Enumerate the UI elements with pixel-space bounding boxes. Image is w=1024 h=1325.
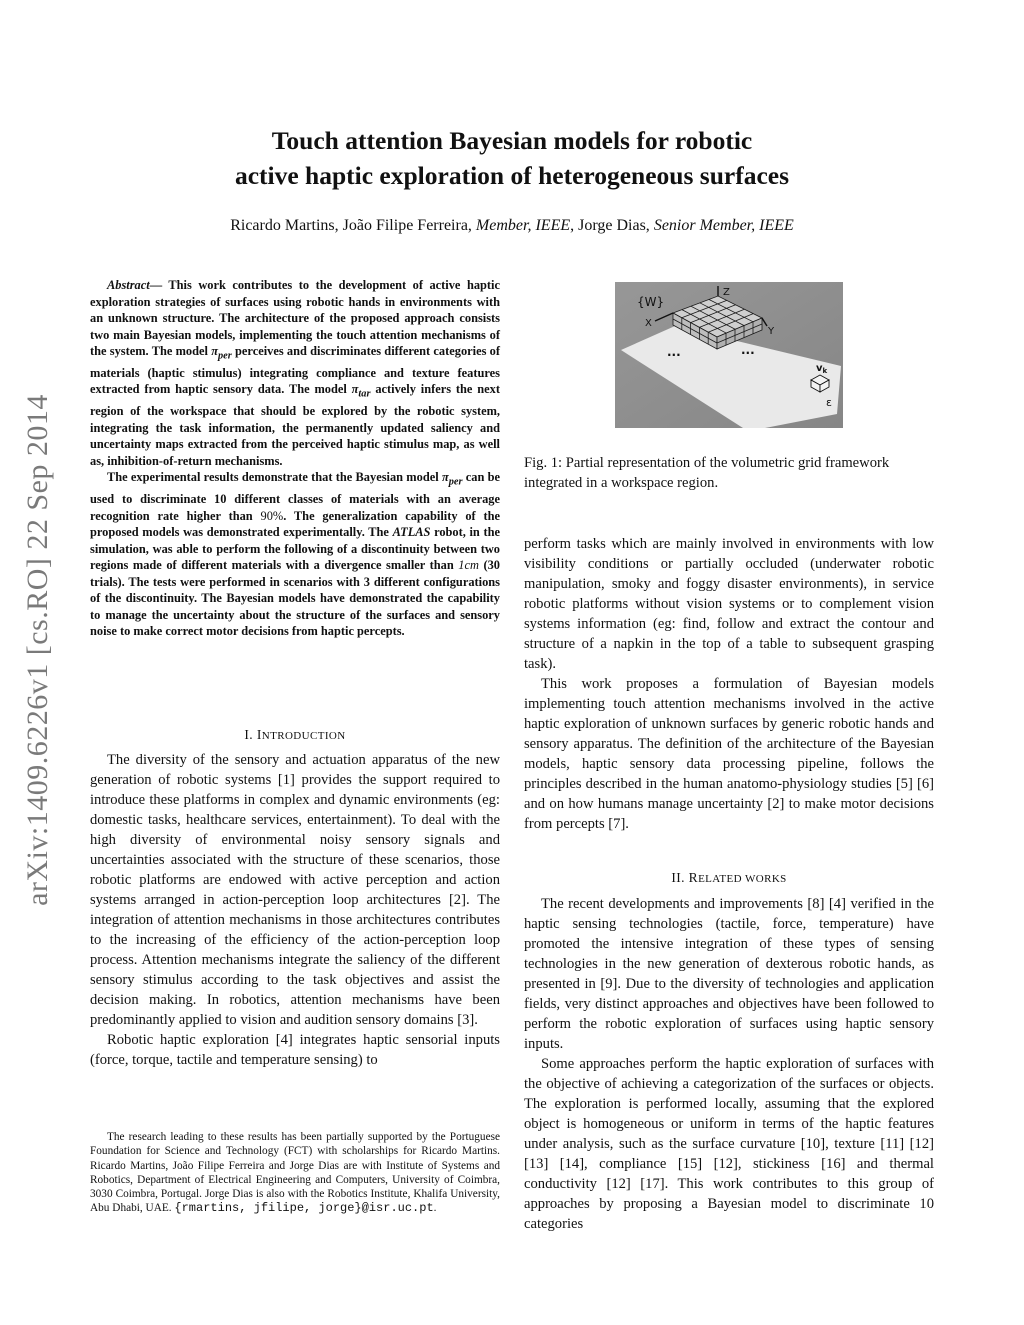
math-cm: 1cm bbox=[458, 558, 479, 573]
figure-1-caption: Fig. 1: Partial representation of the volumetric grid framework integrated in a workspace region. bbox=[524, 455, 890, 491]
vk-v: v bbox=[816, 363, 823, 374]
abstract bbox=[90, 277, 500, 640]
right-paragraph-2: This work proposes a formulation of Bayesian models implementing touch attention mechanisms involved in the active haptic exploration of unknown surfaces by generic robotic hands and sensory apparatus. The definition of the architecture of the Bayesian models, haptic sensory data processing pipeline, follows the principles described in the human anatomo-physiology studies [5] [6] and on how humans manage uncertainty [2] to make motor decisions from percepts [7]. bbox=[524, 676, 934, 832]
intro-paragraph-1: The diversity of the sensory and actuation apparatus of the new generation of robotic systems [1] provides the support required to introduce these platforms in complex and dynamic environments (eg: domestic tasks, healthcare services, entertainment). To deal with the high diversity of environmental noisy sensory signals and uncertainties associated with the structure of these scenarios, those robotic platforms are endowed with active perception and action systems arranged in action-perception loop architectures [2]. The integration of attention mechanisms in those architectures contributes to the increasing of the efficiency of the action-perception loop process. Attention mechanisms integrate the saliency of the different sensory stimulus according to the task objectives and assist the decision making. In robotics, attention mechanisms have been predominantly applied to vision and audition sensory domains [3]. bbox=[90, 752, 500, 1028]
paper-title bbox=[120, 123, 904, 193]
world-frame-label: {W} bbox=[637, 295, 665, 309]
authors-part-2: , Jorge Dias, bbox=[570, 217, 654, 234]
abstract-paragraph-2 bbox=[90, 469, 500, 639]
math-pi: π bbox=[441, 470, 449, 485]
math-percent: 90% bbox=[260, 508, 284, 523]
related-works-body bbox=[524, 894, 934, 1234]
related-paragraph-2: Some approaches perform the haptic exploration of surfaces with the objective of achieving a categorization of the surfaces or objects. The exploration is performed locally, assuming that the explored object is homogeneous or uniform in terms of the haptic features under analysis, such as the surface curvature [10], texture [11] [12] [13] [14], compliance [15] [12], stickiness [16] and thermal conductivity [12] [17]. This work contributes to this group of approaches by proposing a Bayesian model to discriminate 10 categories bbox=[524, 1056, 934, 1232]
abstract-text: . The generalization capability of the proposed models was demonstrated experimentally. The bbox=[90, 508, 500, 540]
dots-left: ... bbox=[667, 345, 681, 359]
author-list bbox=[80, 217, 944, 235]
arxiv-id: arXiv:1409.6226v1 [cs.RO] 22 Sep 2014 bbox=[21, 394, 54, 906]
abstract-text: can be used to discriminate 10 different classes of materials with an average recognition rate higher than bbox=[90, 470, 500, 523]
math-sub-tar: tar bbox=[358, 388, 371, 400]
epsilon-label: ε bbox=[826, 396, 832, 409]
footnote-text: The research leading to these results has been partially supported by the Portuguese Foundation for Science and Technology (FCT) with scholarships for Ricardo Martins. Ricardo Martins, João Filipe Ferreira and Jorge Dias are with Institute of Systems and Robotics, Department of Electrical Engineering and Computers, University of Coimbra, 3030 Coimbra, Portugal. Jorge Dias is also with the Robotics Institute, Khalifa University, Abu Dhabi, UAE. bbox=[90, 1131, 500, 1215]
figure-1-image bbox=[615, 282, 843, 428]
axis-y-label: Y bbox=[768, 326, 775, 337]
vk-k: k bbox=[822, 367, 828, 375]
footnote bbox=[90, 1130, 500, 1216]
title-line-1: Touch attention Bayesian models for robotic bbox=[271, 126, 753, 155]
section-heading-introduction: I. INTRODUCTION bbox=[244, 727, 346, 742]
footnote-paragraph bbox=[90, 1130, 500, 1216]
abstract-text: (30 trials). The tests were performed in scenarios with 3 different configurations of the discontinuity. The Bayesian models have demonstrated the capability to manage the uncertainty about the structure of the surfaces and sensory noise to make correct motor decisions from haptic percepts. bbox=[90, 558, 500, 639]
abstract-paragraph-1 bbox=[90, 277, 500, 469]
authors-part-1: Ricardo Martins, João Filipe Ferreira, bbox=[230, 217, 476, 234]
math-sub-per: per bbox=[217, 350, 232, 362]
math-pi: π bbox=[351, 382, 359, 397]
title-line-2: active haptic exploration of heterogeneous surfaces bbox=[234, 161, 790, 190]
math-pi: π bbox=[211, 344, 218, 358]
right-paragraph-1: perform tasks which are mainly involved in environments with low visibility conditions or partially occluded (underwater robotic manipulation, smoky and foggy disaster environments), in service robotic platforms without vision systems or to complement vision systems information (eg: find, follow and extract the contour and structure of a napkin in the top of a table to subsequent grasping task). bbox=[524, 536, 934, 672]
axis-x-label: X bbox=[645, 318, 652, 329]
abstract-text: The experimental results demonstrate that the Bayesian model bbox=[107, 470, 442, 485]
abstract-label: Abstract bbox=[107, 278, 150, 292]
dots-right: ... bbox=[741, 343, 755, 357]
volumetric-grid-illustration bbox=[615, 282, 843, 428]
intro-paragraph-2: Robotic haptic exploration [4] integrates haptic sensorial inputs (force, torque, tactile and temperature sensing) to bbox=[90, 1032, 500, 1068]
axis-z-label: Z bbox=[723, 287, 730, 298]
right-column-body bbox=[524, 534, 934, 834]
abstract-text: perceives and discriminates different categories of materials (haptic stimulus) integrating compliance and texture features extracted from haptic sensory data. The model bbox=[90, 344, 500, 397]
math-sub-per: per bbox=[448, 476, 463, 488]
abstract-text: — This work contributes to the development of active haptic exploration strategies of surfaces using robotic hands in environments with an unknown structure. The architecture of the proposed approach consists two main Bayesian models, implementing the touch attention mechanisms of the system. The model bbox=[90, 278, 500, 358]
abstract-text: actively infers the next region of the workspace that should be explored by the robotic system, integrating the task information, the permanently updated saliency and uncertainty maps extracted from the perceived haptic stimulus map, as well as, inhibition-of-return mechanisms. bbox=[90, 382, 500, 468]
authors-senior: Senior Member, IEEE bbox=[653, 217, 794, 234]
authors-member: Member, IEEE bbox=[475, 217, 571, 234]
arxiv-stamp bbox=[8, 340, 68, 960]
robot-name: ATLAS bbox=[392, 525, 431, 540]
abstract-text: robot, in the simulation, was able to perform the following of a discontinuity between two regions made of different materials with a divergence smaller than bbox=[90, 525, 500, 573]
related-paragraph-1: The recent developments and improvements [8] [4] verified in the haptic sensing technologies (tactile, force, temperature) have promoted the intensive integration of these types of sensing technologies in the new generation of dexterous robotic hands, as presented in [9]. Due to the diversity of technologies and application fields, very distinct approaches and objectives have been followed to perform the robotic exploration of surfaces using haptic sensory inputs. bbox=[524, 896, 934, 1052]
footnote-end: . bbox=[433, 1202, 437, 1215]
introduction-body bbox=[90, 750, 500, 1070]
footnote-emails: {rmartins, jfilipe, jorge}@isr.uc.pt bbox=[174, 1201, 434, 1216]
section-heading-related-works: II. RELATED WORKS bbox=[671, 870, 787, 885]
